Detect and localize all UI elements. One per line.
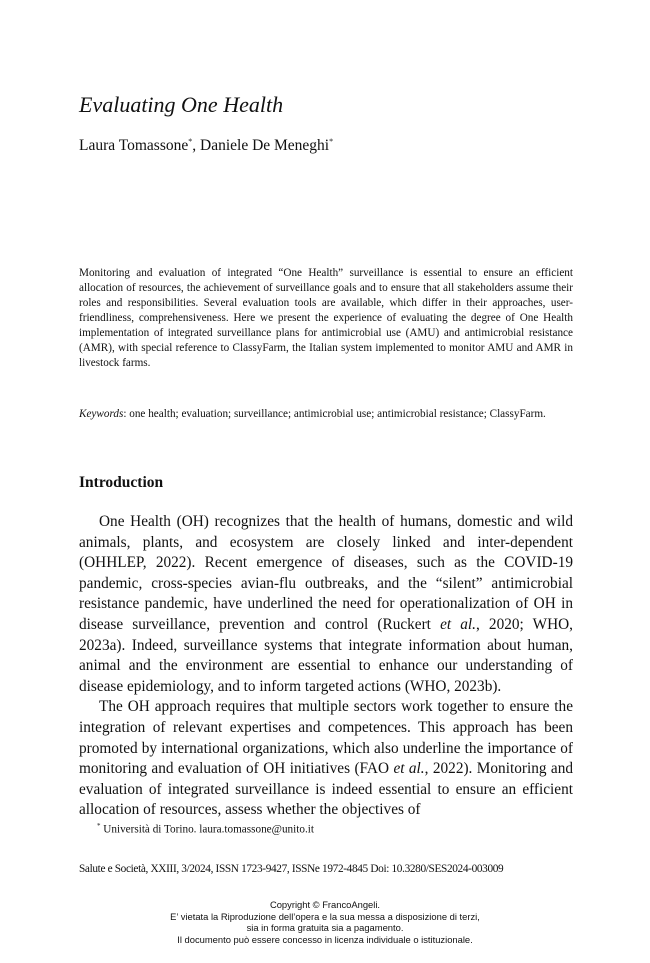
journal-citation: Salute e Società, XXIII, 3/2024, ISSN 1723-9427, ISSNe 1972-4845 Doi: 10.3280/SES2024-003009 (79, 863, 504, 875)
author-line (79, 137, 333, 155)
footnote-text: Università di Torino. laura.tomassone@unito.it (100, 823, 314, 836)
author-name: Laura Tomassone (79, 137, 189, 155)
footnote-marker: * (97, 822, 101, 830)
keywords-text: : one health; evaluation; surveillance; antimicrobial use; antimicrobial resistance; ClassyFarm. (123, 408, 546, 420)
footnote (97, 822, 314, 836)
paragraph-text: , 2020; WHO, 2023a). Indeed, surveillance systems that integrate information about human, animal and the environment are essential to enhance our understanding of disease epidemiology, and to inform targeted actions (WHO, 2023b). (79, 615, 573, 695)
copyright-line: Il documento può essere concesso in licenza individuale o istituzionale. (177, 933, 473, 945)
footnote-marker: * (329, 137, 334, 146)
section-heading: Introduction (79, 474, 164, 491)
abstract: Monitoring and evaluation of integrated “One Health” surveillance is essential to ensure an efficient allocation of resources, the achievement of surveillance goals and to ensure that all stakeholders assume their roles and responsibilities. Several evaluation tools are available, which differ in their approaches, user-friendliness, comprehensiveness. Here we present the experience of evaluating the degree of One Health implementation of integrated surveillance plans for antimicrobial use (AMU) and antimicrobial resistance (AMR), with special reference to ClassyFarm, the Italian system implemented to monitor AMU and AMR in livestock farms. (79, 267, 573, 369)
citation-etal: et al. (440, 615, 476, 633)
copyright-line: E’ vietata la Riproduzione dell’opera e la sua messa a disposizione di terzi, (170, 910, 480, 922)
body-text (79, 512, 573, 821)
copyright-line: sia in forma gratuita sia a pagamento. (246, 922, 404, 934)
paragraph (79, 697, 573, 821)
article-title: Evaluating One Health (79, 92, 284, 117)
author-name: Daniele De Meneghi (200, 137, 330, 155)
copyright-line: Copyright © FrancoAngeli. (269, 899, 381, 910)
copyright-notice (0, 899, 650, 945)
author-separator: , (192, 137, 200, 155)
keywords (79, 407, 573, 422)
paragraph-text: One Health (OH) recognizes that the health of humans, domestic and wild animals, plants, and ecosystem are closely linked and inter-dependent (OHHLEP, 2022). Recent emergence of diseases, such as the COVID-19 pandemic, cross-species avian-flu outbreaks, and the “silent” antimicrobial resistance pandemic, have underlined the need for operationalization of OH in disease surveillance, prevention and control (Ruckert (79, 513, 573, 633)
keywords-label: Keywords (79, 408, 124, 420)
citation-etal: et al. (393, 760, 425, 778)
paragraph (79, 512, 573, 697)
paragraph-text: The OH approach requires that multiple sectors work together to ensure the integration of relevant expertises and competences. This approach has been promoted by international organizations, which also underline the importance of monitoring and evaluation of OH initiatives (FAO (79, 698, 573, 778)
paragraph-text: , 2022). Monitoring and evaluation of integrated surveillance is indeed essential to ensure an efficient allocation of resources, assess whether the objectives of (79, 760, 573, 819)
footnote-marker: * (188, 137, 193, 146)
